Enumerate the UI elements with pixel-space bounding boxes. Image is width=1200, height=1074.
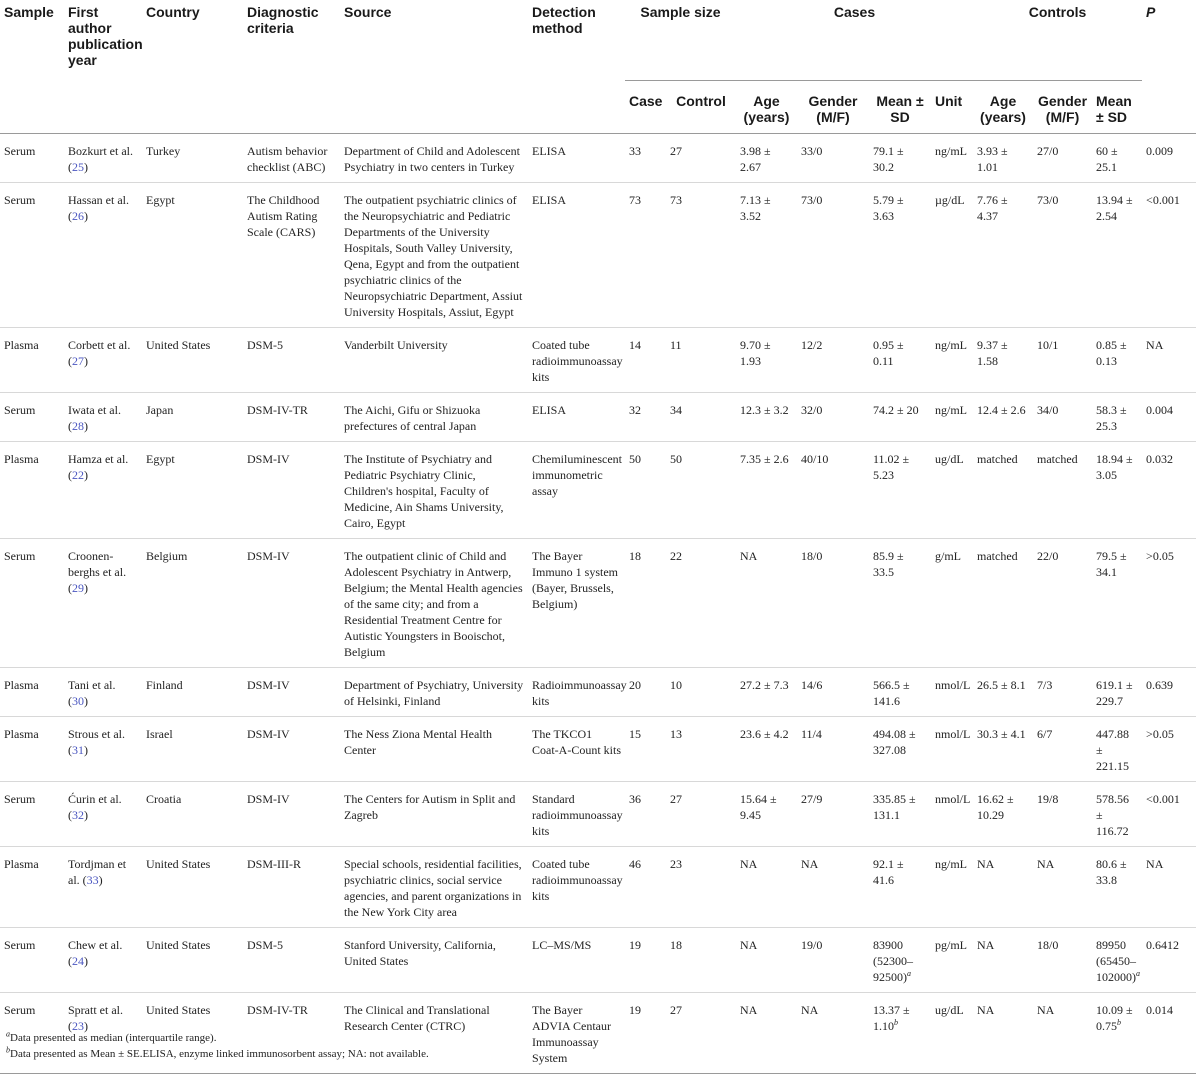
cell-detection-method: ELISA xyxy=(528,393,625,442)
cell-case-age: 23.6 ± 4.2 xyxy=(736,717,797,782)
cell-case-n: 50 xyxy=(625,442,666,539)
table-footnotes xyxy=(6,1030,429,1062)
cell-control-n: 13 xyxy=(666,717,736,782)
cell-diagnostic-criteria: DSM-IV-TR xyxy=(243,393,340,442)
cell-unit: nmol/L xyxy=(931,782,973,847)
cell-case-n: 33 xyxy=(625,134,666,183)
table-row xyxy=(0,328,1196,393)
table-body xyxy=(0,134,1196,1074)
cell-control-gender: NA xyxy=(1033,993,1092,1074)
cell-diagnostic-criteria: DSM-IV xyxy=(243,539,340,668)
cell-first-author: Iwata et al. (28) xyxy=(64,393,142,442)
cell-source: The Centers for Autism in Split and Zagreb xyxy=(340,782,528,847)
cell-case-gender: 14/6 xyxy=(797,668,869,717)
cell-case-mean: 74.2 ± 20 xyxy=(869,393,931,442)
cell-control-age: 3.93 ± 1.01 xyxy=(973,134,1033,183)
cell-case-mean: 13.37 ± 1.10$^b$ xyxy=(869,993,931,1074)
cell-control-n: 27 xyxy=(666,782,736,847)
cell-unit: ng/mL xyxy=(931,134,973,183)
cell-case-age: 7.13 ± 3.52 xyxy=(736,183,797,328)
cell-control-age: 30.3 ± 4.1 xyxy=(973,717,1033,782)
cell-case-gender: 11/4 xyxy=(797,717,869,782)
cell-detection-method: The TKCO1 Coat-A-Count kits xyxy=(528,717,625,782)
cell-unit: nmol/L xyxy=(931,717,973,782)
cell-first-author: Tordjman et al. (33) xyxy=(64,847,142,928)
cell-diagnostic-criteria: DSM-IV xyxy=(243,782,340,847)
cell-p-value: >0.05 xyxy=(1142,717,1196,782)
cell-diagnostic-criteria: DSM-5 xyxy=(243,928,340,993)
cell-source: The Clinical and Translational Research Center (CTRC) xyxy=(340,993,528,1074)
cell-control-mean: 578.56 ± 116.72 xyxy=(1092,782,1142,847)
reference-link[interactable]: 26 xyxy=(72,209,84,223)
cell-detection-method: The Bayer Immuno 1 system (Bayer, Brussels, Belgium) xyxy=(528,539,625,668)
cell-source: The Institute of Psychiatry and Pediatric Psychiatry Clinic, Children's hospital, Faculty of Medicine, Ain Shams University, Cairo, Egypt xyxy=(340,442,528,539)
cell-unit: nmol/L xyxy=(931,668,973,717)
cell-source: Stanford University, California, United States xyxy=(340,928,528,993)
cell-detection-method: Coated tube radioimmunoassay kits xyxy=(528,847,625,928)
cell-first-author: Bozkurt et al. (25) xyxy=(64,134,142,183)
cell-detection-method: ELISA xyxy=(528,183,625,328)
cell-control-gender: 18/0 xyxy=(1033,928,1092,993)
col-control: Control xyxy=(666,81,736,134)
cell-control-n: 27 xyxy=(666,134,736,183)
cell-sample: Serum xyxy=(0,782,64,847)
reference-link[interactable]: 31 xyxy=(72,743,84,757)
cell-unit: g/mL xyxy=(931,539,973,668)
col-control-gender: Gender (M/F) xyxy=(1033,81,1092,134)
cell-unit: pg/mL xyxy=(931,928,973,993)
cell-diagnostic-criteria: DSM-5 xyxy=(243,328,340,393)
cell-case-mean: 335.85 ± 131.1 xyxy=(869,782,931,847)
cell-sample: Plasma xyxy=(0,668,64,717)
cell-control-mean: 10.09 ± 0.75$^b$ xyxy=(1092,993,1142,1074)
cell-control-gender: 34/0 xyxy=(1033,393,1092,442)
cell-detection-method: Coated tube radioimmunoassay kits xyxy=(528,328,625,393)
cell-sample: Plasma xyxy=(0,442,64,539)
cell-sample: Plasma xyxy=(0,328,64,393)
cell-case-n: 19 xyxy=(625,993,666,1074)
reference-link[interactable]: 22 xyxy=(72,468,84,482)
cell-p-value: 0.004 xyxy=(1142,393,1196,442)
table-row xyxy=(0,782,1196,847)
cell-detection-method: LC–MS/MS xyxy=(528,928,625,993)
cell-case-n: 36 xyxy=(625,782,666,847)
table-row xyxy=(0,928,1196,993)
cell-control-mean: 80.6 ± 33.8 xyxy=(1092,847,1142,928)
cell-diagnostic-criteria: The Childhood Autism Rating Scale (CARS) xyxy=(243,183,340,328)
cell-case-mean: 494.08 ± 327.08 xyxy=(869,717,931,782)
cell-case-mean: 566.5 ± 141.6 xyxy=(869,668,931,717)
cell-sample: Plasma xyxy=(0,717,64,782)
cell-control-gender: 73/0 xyxy=(1033,183,1092,328)
cell-sample: Serum xyxy=(0,539,64,668)
cell-first-author: Hassan et al. (26) xyxy=(64,183,142,328)
col-control-age: Age (years) xyxy=(973,81,1033,134)
cell-country: Israel xyxy=(142,717,243,782)
cell-diagnostic-criteria: DSM-IV xyxy=(243,717,340,782)
table-row xyxy=(0,442,1196,539)
cell-control-n: 50 xyxy=(666,442,736,539)
cell-p-value: <0.001 xyxy=(1142,183,1196,328)
group-controls: Controls xyxy=(1028,4,1087,20)
reference-link[interactable]: 33 xyxy=(86,873,99,887)
cell-control-mean: 60 ± 25.1 xyxy=(1092,134,1142,183)
cell-first-author: Croonen-berghs et al. (29) xyxy=(64,539,142,668)
cell-case-n: 18 xyxy=(625,539,666,668)
cell-control-n: 23 xyxy=(666,847,736,928)
reference-link[interactable]: 30 xyxy=(72,694,84,708)
cell-case-gender: 27/9 xyxy=(797,782,869,847)
cell-case-age: 7.35 ± 2.6 xyxy=(736,442,797,539)
cell-case-age: NA xyxy=(736,993,797,1074)
cell-detection-method: Chemiluminescent immunometric assay xyxy=(528,442,625,539)
cell-control-gender: 6/7 xyxy=(1033,717,1092,782)
cell-unit: µg/dL xyxy=(931,183,973,328)
cell-country: United States xyxy=(142,847,243,928)
cell-control-mean: 447.88 ± 221.15 xyxy=(1092,717,1142,782)
cell-p-value: <0.001 xyxy=(1142,782,1196,847)
cell-control-mean: 18.94 ± 3.05 xyxy=(1092,442,1142,539)
cell-sample: Serum xyxy=(0,993,64,1074)
cell-control-age: matched xyxy=(973,442,1033,539)
cell-case-n: 32 xyxy=(625,393,666,442)
cell-p-value: 0.6412 xyxy=(1142,928,1196,993)
cell-control-age: 12.4 ± 2.6 xyxy=(973,393,1033,442)
cell-p-value: 0.639 xyxy=(1142,668,1196,717)
col-case-gender: Gender (M/F) xyxy=(797,81,869,134)
cell-case-mean: 92.1 ± 41.6 xyxy=(869,847,931,928)
cell-control-mean: 79.5 ± 34.1 xyxy=(1092,539,1142,668)
footnote-b: $^b$Data presented as Mean ± SE.ELISA, enzyme linked immunosorbent assay; NA: not available. xyxy=(6,1045,429,1060)
cell-source: The Ness Ziona Mental Health Center xyxy=(340,717,528,782)
cell-unit: ng/mL xyxy=(931,847,973,928)
cell-control-mean: 619.1 ± 229.7 xyxy=(1092,668,1142,717)
cell-source: The outpatient clinic of Child and Adolescent Psychiatry in Antwerp, Belgium; the Mental Health agencies of the same city; and from a Residential Treatment Centre for Autistic Youngsters in Booischot, Belgium xyxy=(340,539,528,668)
cell-control-gender: 27/0 xyxy=(1033,134,1092,183)
cell-case-age: 12.3 ± 3.2 xyxy=(736,393,797,442)
col-case-age: Age (years) xyxy=(736,81,797,134)
col-case-mean: Mean ± SD xyxy=(869,81,931,134)
cell-control-age: matched xyxy=(973,539,1033,668)
table-row xyxy=(0,183,1196,328)
cell-country: United States xyxy=(142,928,243,993)
col-detection-method: Detection method xyxy=(532,4,596,36)
cell-first-author: Chew et al. (24) xyxy=(64,928,142,993)
cell-p-value: NA xyxy=(1142,847,1196,928)
group-cases: Cases xyxy=(833,4,876,20)
cell-case-gender: 73/0 xyxy=(797,183,869,328)
cell-case-gender: 40/10 xyxy=(797,442,869,539)
cell-country: Croatia xyxy=(142,782,243,847)
cell-unit: ng/mL xyxy=(931,393,973,442)
cell-case-gender: 18/0 xyxy=(797,539,869,668)
cell-first-author: Strous et al. (31) xyxy=(64,717,142,782)
cell-detection-method: Radioimmunoassay kits xyxy=(528,668,625,717)
cell-control-n: 22 xyxy=(666,539,736,668)
col-control-mean: Mean ± SD xyxy=(1092,81,1142,134)
cell-source: The outpatient psychiatric clinics of the Neuropsychiatric and Pediatric Departments of the University Hospitals, South Valley University, Qena, Egypt and from the outpatient psychiatric clinics of the Neuropsychiatric Department, Assiut University Hospitals, Assiut, Egypt xyxy=(340,183,528,328)
cell-country: Turkey xyxy=(142,134,243,183)
col-country: Country xyxy=(146,4,200,20)
cell-case-age: NA xyxy=(736,539,797,668)
cell-country: United States xyxy=(142,328,243,393)
cell-case-mean: 85.9 ± 33.5 xyxy=(869,539,931,668)
col-p-value: P xyxy=(1146,4,1156,20)
cell-control-n: 27 xyxy=(666,993,736,1074)
cell-case-n: 14 xyxy=(625,328,666,393)
cell-first-author: Corbett et al. (27) xyxy=(64,328,142,393)
cell-unit: ug/dL xyxy=(931,442,973,539)
cell-country: Egypt xyxy=(142,442,243,539)
cell-diagnostic-criteria: Autism behavior checklist (ABC) xyxy=(243,134,340,183)
group-sample-size: Sample size xyxy=(640,4,721,20)
table-row xyxy=(0,134,1196,183)
cell-case-gender: 33/0 xyxy=(797,134,869,183)
cell-case-age: 9.70 ± 1.93 xyxy=(736,328,797,393)
cell-control-gender: 19/8 xyxy=(1033,782,1092,847)
cell-control-n: 11 xyxy=(666,328,736,393)
reference-link[interactable]: 24 xyxy=(72,954,84,968)
cell-unit: ng/mL xyxy=(931,328,973,393)
cell-first-author: Tani et al. (30) xyxy=(64,668,142,717)
cell-source: Special schools, residential facilities, psychiatric clinics, social service agencies, and parent organizations in the New York City area xyxy=(340,847,528,928)
cell-control-n: 73 xyxy=(666,183,736,328)
cell-diagnostic-criteria: DSM-IV xyxy=(243,668,340,717)
cell-control-gender: NA xyxy=(1033,847,1092,928)
cell-case-mean: 83900 $(52300-92500)^a$ xyxy=(869,928,931,993)
cell-case-age: NA xyxy=(736,928,797,993)
cell-p-value: >0.05 xyxy=(1142,539,1196,668)
col-unit: Unit xyxy=(931,81,973,134)
table-row xyxy=(0,847,1196,928)
cell-sample: Serum xyxy=(0,393,64,442)
cell-unit: ug/dL xyxy=(931,993,973,1074)
cell-case-age: 3.98 ± 2.67 xyxy=(736,134,797,183)
cell-case-gender: 19/0 xyxy=(797,928,869,993)
cell-p-value: 0.014 xyxy=(1142,993,1196,1074)
reference-link[interactable]: 29 xyxy=(72,581,84,595)
table-row xyxy=(0,717,1196,782)
cell-p-value: 0.032 xyxy=(1142,442,1196,539)
cell-p-value: 0.009 xyxy=(1142,134,1196,183)
table-row xyxy=(0,668,1196,717)
cell-control-gender: 7/3 xyxy=(1033,668,1092,717)
cell-control-mean: 0.85 ± 0.13 xyxy=(1092,328,1142,393)
reference-link[interactable]: 32 xyxy=(72,808,84,822)
cell-diagnostic-criteria: DSM-IV-TR xyxy=(243,993,340,1074)
cell-case-n: 73 xyxy=(625,183,666,328)
cell-sample: Plasma xyxy=(0,847,64,928)
reference-link[interactable]: 23 xyxy=(72,1019,84,1033)
cell-control-age: 9.37 ± 1.58 xyxy=(973,328,1033,393)
col-case: Case xyxy=(625,81,666,134)
cell-country: Belgium xyxy=(142,539,243,668)
cell-country: United States xyxy=(142,993,243,1074)
cell-case-gender: NA xyxy=(797,847,869,928)
cell-control-n: 10 xyxy=(666,668,736,717)
cell-control-mean: 89950 $(65450-102000)^a$ xyxy=(1092,928,1142,993)
cell-source: Vanderbilt University xyxy=(340,328,528,393)
table-row xyxy=(0,539,1196,668)
cell-case-gender: NA xyxy=(797,993,869,1074)
cell-control-mean: 13.94 ± 2.54 xyxy=(1092,183,1142,328)
cell-case-age: 15.64 ± 9.45 xyxy=(736,782,797,847)
cell-case-n: 46 xyxy=(625,847,666,928)
cell-first-author: Hamza et al. (22) xyxy=(64,442,142,539)
cell-case-n: 20 xyxy=(625,668,666,717)
cell-sample: Serum xyxy=(0,928,64,993)
cell-case-age: 27.2 ± 7.3 xyxy=(736,668,797,717)
cell-sample: Serum xyxy=(0,183,64,328)
cell-control-age: 7.76 ± 4.37 xyxy=(973,183,1033,328)
cell-country: Japan xyxy=(142,393,243,442)
reference-link[interactable]: 28 xyxy=(72,419,84,433)
cell-first-author: Ćurin et al. (32) xyxy=(64,782,142,847)
cell-source: The Aichi, Gifu or Shizuoka prefectures of central Japan xyxy=(340,393,528,442)
cell-detection-method: The Bayer ADVIA Centaur Immunoassay System xyxy=(528,993,625,1074)
col-sample: Sample xyxy=(4,4,54,20)
cell-case-gender: 12/2 xyxy=(797,328,869,393)
cell-country: Egypt xyxy=(142,183,243,328)
cell-case-n: 19 xyxy=(625,928,666,993)
col-source: Source xyxy=(344,4,392,20)
cell-control-age: 26.5 ± 8.1 xyxy=(973,668,1033,717)
cell-sample: Serum xyxy=(0,134,64,183)
cell-diagnostic-criteria: DSM-IV xyxy=(243,442,340,539)
cell-country: Finland xyxy=(142,668,243,717)
cell-control-age: 16.62 ± 10.29 xyxy=(973,782,1033,847)
cell-case-age: NA xyxy=(736,847,797,928)
table-row xyxy=(0,393,1196,442)
cell-control-gender: 10/1 xyxy=(1033,328,1092,393)
cell-control-mean: 58.3 ± 25.3 xyxy=(1092,393,1142,442)
reference-link[interactable]: 25 xyxy=(72,160,84,174)
cell-case-mean: 0.95 ± 0.11 xyxy=(869,328,931,393)
cell-first-author: Spratt et al. (23) xyxy=(64,993,142,1074)
cell-control-age: NA xyxy=(973,993,1033,1074)
cell-control-n: 18 xyxy=(666,928,736,993)
cell-case-mean: 79.1 ± 30.2 xyxy=(869,134,931,183)
cell-detection-method: Standard radioimmunoassay kits xyxy=(528,782,625,847)
col-diagnostic-criteria: Diagnostic criteria xyxy=(247,4,319,36)
cell-control-age: NA xyxy=(973,928,1033,993)
reference-link[interactable]: 27 xyxy=(72,354,84,368)
cell-control-n: 34 xyxy=(666,393,736,442)
cell-source: Department of Psychiatry, University of Helsinki, Finland xyxy=(340,668,528,717)
cell-detection-method: ELISA xyxy=(528,134,625,183)
footnote-a: $^a$Data presented as median (interquartile range). xyxy=(6,1029,217,1044)
cell-control-age: NA xyxy=(973,847,1033,928)
cell-case-mean: 5.79 ± 3.63 xyxy=(869,183,931,328)
col-first-author: First author publication year xyxy=(68,4,143,68)
cell-control-gender: 22/0 xyxy=(1033,539,1092,668)
cell-diagnostic-criteria: DSM-III-R xyxy=(243,847,340,928)
cell-control-gender: matched xyxy=(1033,442,1092,539)
cell-source: Department of Child and Adolescent Psychiatry in two centers in Turkey xyxy=(340,134,528,183)
cell-case-gender: 32/0 xyxy=(797,393,869,442)
cell-case-mean: 11.02 ± 5.23 xyxy=(869,442,931,539)
cell-p-value: NA xyxy=(1142,328,1196,393)
cell-case-n: 15 xyxy=(625,717,666,782)
